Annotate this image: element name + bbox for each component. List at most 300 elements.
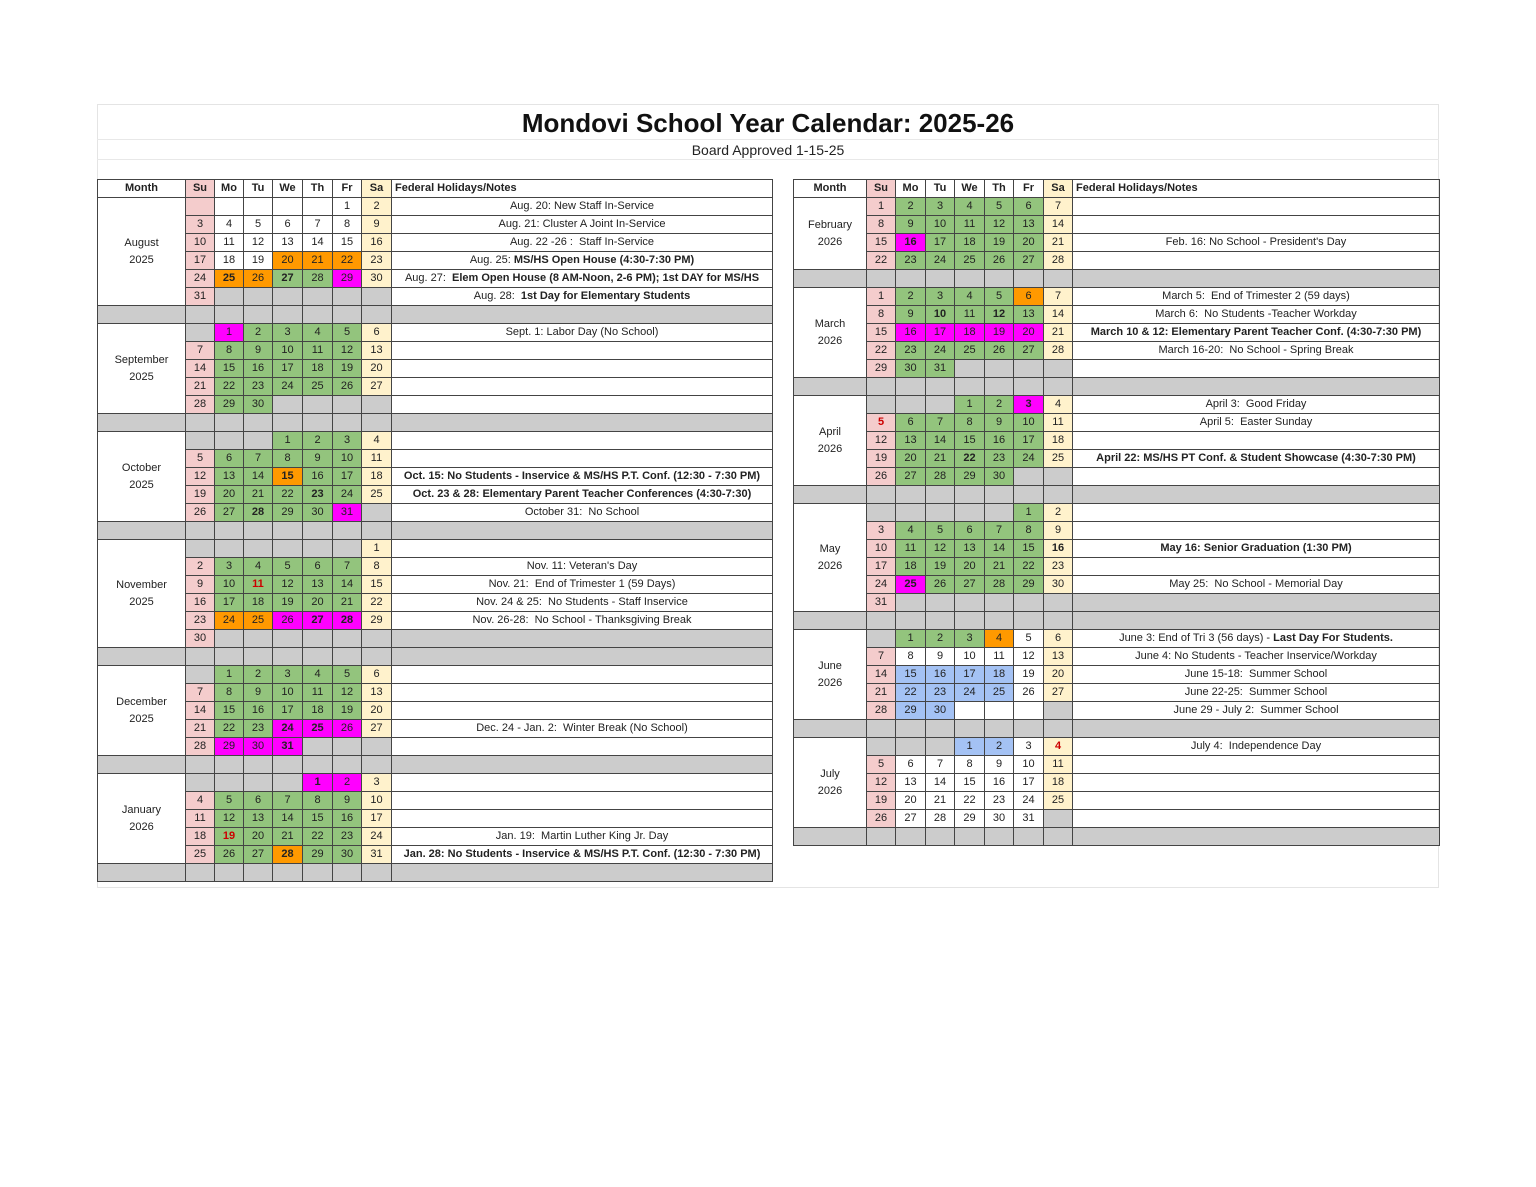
day-cell-tu: 30: [244, 738, 273, 756]
day-cell-we: 27: [273, 270, 303, 288]
month-name: October: [121, 461, 162, 474]
note-cell: [392, 324, 773, 342]
day-cell-th: 30: [985, 468, 1014, 486]
day-cell-su: 2: [186, 558, 215, 576]
day-cell-su: 10: [186, 234, 215, 252]
note-cell: [1073, 774, 1440, 792]
day-header-su: Su: [867, 180, 896, 198]
note-cell: [392, 504, 773, 522]
day-cell-su: 31: [867, 594, 896, 612]
day-cell-sa: 11: [1044, 756, 1073, 774]
separator-cell: [794, 612, 867, 630]
day-cell-th: 23: [985, 792, 1014, 810]
day-cell-we: 25: [955, 342, 985, 360]
day-cell-mo: 20: [896, 450, 926, 468]
day-cell-we: 3: [273, 324, 303, 342]
separator-cell: [303, 648, 333, 666]
separator-cell: [896, 378, 926, 396]
month-label: [98, 540, 186, 648]
day-cell-th: 11: [303, 684, 333, 702]
day-cell-mo: 8: [215, 684, 244, 702]
separator-cell: [926, 486, 955, 504]
day-cell-th: 9: [985, 414, 1014, 432]
separator-cell: [955, 720, 985, 738]
day-cell-th: 1: [303, 774, 333, 792]
day-cell-tu: 21: [926, 792, 955, 810]
week-row: [794, 252, 1440, 270]
day-cell-we: [273, 630, 303, 648]
day-cell-fr: 3: [333, 432, 362, 450]
day-cell-tu: 26: [926, 576, 955, 594]
day-cell-tu: 28: [926, 468, 955, 486]
note-cell: [1073, 558, 1440, 576]
note-text-bold: Oct. 15: No Students - Inservice & MS/HS P.T. Conf. (12:30 - 7:30 PM): [403, 470, 761, 482]
separator-cell: [955, 828, 985, 846]
separator-cell: [867, 720, 896, 738]
day-cell-sa: [362, 738, 392, 756]
day-cell-fr: 24: [1014, 450, 1044, 468]
day-header-su: Su: [186, 180, 215, 198]
day-cell-we: 29: [955, 810, 985, 828]
month-year: 2025: [129, 253, 154, 266]
week-row: [98, 432, 773, 450]
separator-cell: [303, 306, 333, 324]
month-label: [794, 738, 867, 828]
note-text-bold: April 22: MS/HS PT Conf. & Student Showcase (4:30-7:30 PM): [1096, 452, 1416, 464]
separator-cell: [926, 612, 955, 630]
month-label: [98, 666, 186, 756]
day-cell-we: 19: [273, 594, 303, 612]
day-cell-sa: 8: [362, 558, 392, 576]
day-cell-sa: 29: [362, 612, 392, 630]
calendar-body-right: [794, 198, 1440, 846]
day-cell-sa: [1044, 594, 1073, 612]
day-cell-mo: 9: [896, 216, 926, 234]
day-cell-we: 24: [273, 378, 303, 396]
note-cell: [1073, 216, 1440, 234]
day-cell-su: [186, 540, 215, 558]
separator-cell: [1073, 720, 1440, 738]
separator-cell: [1073, 486, 1440, 504]
separator-cell: [1044, 270, 1073, 288]
day-cell-tu: 11: [244, 576, 273, 594]
day-cell-sa: 11: [362, 450, 392, 468]
day-cell-tu: 9: [926, 648, 955, 666]
separator-cell: [186, 756, 215, 774]
day-cell-tu: 23: [926, 684, 955, 702]
day-cell-mo: 17: [215, 594, 244, 612]
day-cell-we: 17: [273, 360, 303, 378]
week-row: [98, 342, 773, 360]
day-header-we: We: [273, 180, 303, 198]
day-cell-fr: [1014, 594, 1044, 612]
day-cell-we: 11: [955, 306, 985, 324]
day-header-sa: Sa: [1044, 180, 1073, 198]
month-separator: [98, 306, 773, 324]
note-text-bold: Jan. 28: No Students - Inservice & MS/HS P.T. Conf. (12:30 - 7:30 PM): [403, 848, 761, 860]
day-cell-sa: 13: [362, 684, 392, 702]
separator-cell: [98, 648, 186, 666]
day-cell-su: 8: [867, 306, 896, 324]
day-cell-su: 1: [867, 198, 896, 216]
day-cell-fr: [333, 630, 362, 648]
day-cell-su: [186, 774, 215, 792]
day-cell-su: 5: [867, 756, 896, 774]
day-cell-fr: 26: [1014, 684, 1044, 702]
day-cell-mo: 22: [215, 378, 244, 396]
day-cell-we: 25: [955, 252, 985, 270]
day-cell-mo: 4: [896, 522, 926, 540]
note-cell: [1073, 666, 1440, 684]
note-cell: [392, 450, 773, 468]
day-cell-sa: 18: [362, 468, 392, 486]
day-cell-we: 1: [273, 432, 303, 450]
day-cell-tu: [244, 288, 273, 306]
day-cell-su: 28: [186, 396, 215, 414]
day-cell-fr: 26: [333, 378, 362, 396]
note-text: April 5: Easter Sunday: [1199, 416, 1313, 428]
day-cell-tu: 24: [926, 252, 955, 270]
day-cell-mo: 23: [896, 252, 926, 270]
day-cell-we: 22: [273, 486, 303, 504]
day-cell-we: 31: [273, 738, 303, 756]
note-text: Nov. 24 & 25: No Students - Staff Inservice: [476, 596, 688, 608]
week-row: [794, 504, 1440, 522]
week-row: [98, 378, 773, 396]
separator-cell: [362, 414, 392, 432]
month-separator: [98, 648, 773, 666]
day-cell-tu: 10: [926, 216, 955, 234]
day-cell-su: 21: [186, 720, 215, 738]
day-cell-su: 22: [867, 342, 896, 360]
separator-cell: [1073, 378, 1440, 396]
week-row: [98, 594, 773, 612]
day-cell-tu: 21: [244, 486, 273, 504]
separator-cell: [186, 648, 215, 666]
day-cell-mo: 27: [896, 468, 926, 486]
calendar-panel-right: [793, 179, 1440, 846]
day-cell-sa: [1044, 360, 1073, 378]
day-cell-mo: 18: [896, 558, 926, 576]
day-cell-th: 9: [303, 450, 333, 468]
note-text: April 3: Good Friday: [1205, 398, 1307, 410]
note-text: Sept. 1: Labor Day (No School): [505, 326, 659, 338]
separator-cell: [244, 864, 273, 882]
day-cell-sa: [362, 396, 392, 414]
note-text: March 6: No Students -Teacher Workday: [1155, 308, 1357, 320]
day-cell-tu: 25: [244, 612, 273, 630]
day-cell-mo: 27: [215, 504, 244, 522]
week-row: [794, 576, 1440, 594]
day-cell-we: [955, 702, 985, 720]
day-cell-sa: 6: [362, 324, 392, 342]
day-cell-fr: 8: [1014, 522, 1044, 540]
month-separator: [794, 828, 1440, 846]
month-name: January: [121, 803, 162, 816]
note-cell: [392, 846, 773, 864]
day-cell-fr: 12: [1014, 648, 1044, 666]
day-cell-fr: 6: [1014, 288, 1044, 306]
day-cell-sa: 11: [1044, 414, 1073, 432]
week-row: [98, 720, 773, 738]
separator-cell: [333, 864, 362, 882]
day-cell-tu: [926, 504, 955, 522]
month-year: 2026: [817, 559, 843, 572]
day-cell-tu: 17: [926, 234, 955, 252]
day-cell-mo: 15: [215, 360, 244, 378]
day-cell-sa: 9: [1044, 522, 1073, 540]
day-cell-mo: 22: [896, 684, 926, 702]
day-cell-th: [303, 198, 333, 216]
separator-cell: [1044, 378, 1073, 396]
separator-cell: [244, 522, 273, 540]
month-separator: [794, 270, 1440, 288]
month-name: July: [820, 767, 840, 780]
day-cell-th: 2: [985, 738, 1014, 756]
month-label: [98, 198, 186, 306]
day-cell-th: 26: [985, 342, 1014, 360]
separator-cell: [926, 720, 955, 738]
day-cell-tu: 7: [926, 414, 955, 432]
day-cell-sa: [362, 504, 392, 522]
day-cell-th: [303, 288, 333, 306]
day-cell-th: 15: [303, 810, 333, 828]
day-cell-su: [186, 324, 215, 342]
day-cell-fr: 28: [333, 612, 362, 630]
day-cell-fr: 22: [333, 252, 362, 270]
day-cell-sa: 22: [362, 594, 392, 612]
day-cell-su: [186, 432, 215, 450]
note-cell: [1073, 576, 1440, 594]
day-cell-we: [273, 540, 303, 558]
day-cell-fr: 21: [333, 594, 362, 612]
note-text-bold: Last Day For Students.: [1273, 632, 1393, 644]
separator-cell: [303, 522, 333, 540]
week-row: [98, 846, 773, 864]
separator-cell: [273, 756, 303, 774]
separator-cell: [985, 270, 1014, 288]
day-header-fr: Fr: [333, 180, 362, 198]
day-cell-th: [985, 594, 1014, 612]
separator-cell: [244, 756, 273, 774]
week-row: [794, 216, 1440, 234]
day-cell-th: [303, 396, 333, 414]
day-cell-sa: 4: [362, 432, 392, 450]
separator-cell: [186, 414, 215, 432]
separator-cell: [186, 306, 215, 324]
day-cell-tu: 14: [926, 774, 955, 792]
separator-cell: [1014, 828, 1044, 846]
day-cell-mo: 5: [215, 792, 244, 810]
note-text: March 16-20: No School - Spring Break: [1158, 344, 1354, 356]
day-cell-tu: [244, 540, 273, 558]
separator-cell: [98, 864, 186, 882]
week-row: [794, 234, 1440, 252]
week-row: [794, 360, 1440, 378]
separator-cell: [896, 720, 926, 738]
note-text: June 3: End of Tri 3 (56 days) -: [1119, 632, 1274, 644]
month-separator: [98, 756, 773, 774]
day-cell-su: 21: [867, 684, 896, 702]
note-cell: [1073, 252, 1440, 270]
day-cell-mo: 6: [215, 450, 244, 468]
note-cell: [392, 360, 773, 378]
separator-cell: [273, 306, 303, 324]
note-cell: [392, 288, 773, 306]
week-row: [794, 414, 1440, 432]
note-cell: [392, 468, 773, 486]
note-cell: [392, 702, 773, 720]
day-cell-fr: 15: [333, 234, 362, 252]
day-cell-mo: 24: [215, 612, 244, 630]
day-cell-we: 20: [273, 252, 303, 270]
day-cell-tu: 30: [244, 396, 273, 414]
day-cell-th: 28: [985, 576, 1014, 594]
day-cell-th: 25: [303, 378, 333, 396]
day-cell-mo: 6: [896, 414, 926, 432]
day-cell-su: 16: [186, 594, 215, 612]
separator-cell: [215, 414, 244, 432]
note-cell: [1073, 810, 1440, 828]
day-cell-we: 27: [955, 576, 985, 594]
month-name: September: [114, 353, 169, 366]
day-cell-su: 21: [186, 378, 215, 396]
day-cell-su: 29: [867, 360, 896, 378]
day-cell-we: 29: [273, 504, 303, 522]
day-cell-th: 27: [303, 612, 333, 630]
note-cell: [392, 342, 773, 360]
day-cell-fr: 19: [333, 360, 362, 378]
week-row: [98, 504, 773, 522]
day-cell-su: 24: [186, 270, 215, 288]
day-cell-tu: 9: [244, 684, 273, 702]
week-row: [98, 684, 773, 702]
day-cell-fr: 30: [333, 846, 362, 864]
day-cell-fr: 20: [1014, 234, 1044, 252]
day-cell-th: 16: [985, 774, 1014, 792]
day-cell-mo: 12: [215, 810, 244, 828]
day-cell-mo: 20: [215, 486, 244, 504]
day-cell-th: [303, 540, 333, 558]
day-cell-su: 26: [867, 468, 896, 486]
note-text: July 4: Independence Day: [1190, 740, 1322, 752]
note-text: Aug. 20: New Staff In-Service: [509, 200, 655, 212]
note-cell: [392, 486, 773, 504]
day-cell-tu: 26: [244, 270, 273, 288]
separator-cell: [926, 828, 955, 846]
day-cell-fr: 19: [333, 702, 362, 720]
separator-cell: [98, 522, 186, 540]
note-text: Aug. 27:: [404, 272, 453, 284]
note-text: May 25: No School - Memorial Day: [1169, 578, 1343, 590]
week-row: [98, 468, 773, 486]
day-cell-su: 26: [867, 810, 896, 828]
day-cell-mo: [215, 630, 244, 648]
day-cell-we: 24: [273, 720, 303, 738]
note-cell: [392, 270, 773, 288]
day-cell-tu: 24: [926, 342, 955, 360]
day-cell-th: 7: [985, 522, 1014, 540]
note-text-bold: MS/HS Open House (4:30-7:30 PM): [513, 254, 695, 266]
separator-cell: [1014, 378, 1044, 396]
separator-cell: [867, 612, 896, 630]
note-text: March 5: End of Trimester 2 (59 days): [1162, 290, 1350, 302]
day-header-we: We: [955, 180, 985, 198]
separator-cell: [303, 864, 333, 882]
day-cell-su: 5: [186, 450, 215, 468]
separator-cell: [955, 612, 985, 630]
day-cell-we: 13: [273, 234, 303, 252]
note-cell: [392, 234, 773, 252]
day-cell-su: 19: [867, 450, 896, 468]
day-cell-mo: 27: [896, 810, 926, 828]
day-cell-fr: 26: [333, 720, 362, 738]
day-cell-fr: 13: [1014, 306, 1044, 324]
separator-cell: [1044, 720, 1073, 738]
day-cell-th: 25: [303, 720, 333, 738]
separator-cell: [867, 378, 896, 396]
month-name: November: [116, 578, 167, 591]
day-cell-th: 6: [303, 558, 333, 576]
day-cell-su: 3: [867, 522, 896, 540]
day-cell-fr: 23: [333, 828, 362, 846]
day-cell-th: 4: [303, 666, 333, 684]
separator-cell: [896, 270, 926, 288]
day-cell-fr: 12: [333, 342, 362, 360]
month-separator: [794, 720, 1440, 738]
day-cell-mo: 15: [896, 666, 926, 684]
day-cell-mo: 23: [896, 342, 926, 360]
day-cell-mo: 2: [896, 198, 926, 216]
note-cell: [392, 252, 773, 270]
day-cell-su: 14: [186, 360, 215, 378]
week-row: [794, 774, 1440, 792]
month-name: May: [819, 542, 841, 555]
day-cell-mo: [896, 396, 926, 414]
separator-cell: [273, 648, 303, 666]
week-row: [794, 522, 1440, 540]
day-cell-fr: 17: [333, 468, 362, 486]
day-cell-we: 21: [273, 828, 303, 846]
month-separator: [98, 522, 773, 540]
note-cell: [1073, 792, 1440, 810]
day-cell-mo: 19: [215, 828, 244, 846]
day-cell-fr: 1: [333, 198, 362, 216]
day-cell-mo: 20: [896, 792, 926, 810]
day-cell-th: 5: [985, 288, 1014, 306]
day-cell-tu: 12: [244, 234, 273, 252]
day-cell-fr: [1014, 702, 1044, 720]
separator-cell: [273, 864, 303, 882]
day-cell-th: 9: [985, 756, 1014, 774]
note-cell: [392, 594, 773, 612]
month-label: [794, 198, 867, 270]
day-cell-fr: 19: [1014, 666, 1044, 684]
day-cell-fr: 31: [1014, 810, 1044, 828]
separator-cell: [98, 756, 186, 774]
day-cell-mo: 13: [896, 774, 926, 792]
day-cell-mo: 29: [896, 702, 926, 720]
day-cell-fr: 13: [1014, 216, 1044, 234]
month-label: [794, 630, 867, 720]
day-cell-tu: 7: [926, 756, 955, 774]
note-cell: [1073, 234, 1440, 252]
day-cell-fr: 5: [333, 666, 362, 684]
day-cell-fr: 17: [1014, 774, 1044, 792]
separator-cell: [392, 414, 773, 432]
week-row: [98, 738, 773, 756]
day-cell-we: 17: [273, 702, 303, 720]
